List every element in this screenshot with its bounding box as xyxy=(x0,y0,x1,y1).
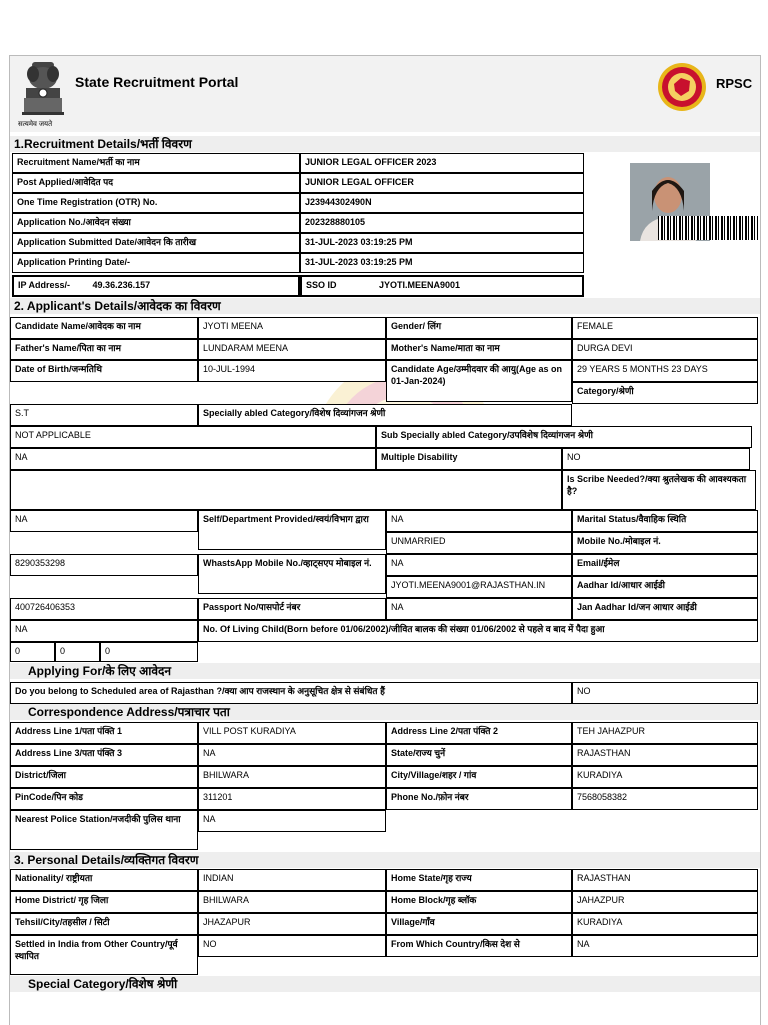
police-station-value: NA xyxy=(198,810,386,832)
phone-label: Phone No./फ़ोन नंबर xyxy=(386,788,572,810)
state-label: State/राज्य चुनें xyxy=(386,744,572,766)
category-label: Category/श्रेणी xyxy=(572,382,758,404)
email-label: Email/ईमेल xyxy=(572,554,758,576)
sso-id-value: JYOTI.MEENA9001 xyxy=(379,280,461,290)
address-section-title: Correspondence Address/पत्राचार पता xyxy=(10,704,760,720)
nationality-value: INDIAN xyxy=(198,869,386,891)
mobile-value: 8290353298 xyxy=(10,554,198,576)
home-state-label: Home State/गृह राज्य xyxy=(386,869,572,891)
ip-address-row xyxy=(12,275,300,297)
multiple-disability-value: NO xyxy=(562,448,750,470)
scribe-value: NA xyxy=(10,510,198,532)
sub-specially-abled-value: NA xyxy=(10,448,376,470)
mobile-label: Mobile No./मोबाइल नं. xyxy=(572,532,758,554)
post-applied-value: JUNIOR LEGAL OFFICER xyxy=(300,173,584,193)
passport-label: Passport No/पासपोर्ट नंबर xyxy=(198,598,386,620)
address-line1-label: Address Line 1/पता पंक्ति 1 xyxy=(10,722,198,744)
father-name-label: Father's Name/पिता का नाम xyxy=(10,339,198,360)
whatsapp-value: NA xyxy=(386,554,572,576)
post-applied-label: Post Applied/आवेदित पद xyxy=(12,173,300,193)
scheduled-area-value: NO xyxy=(572,682,758,704)
category-value: S.T xyxy=(10,404,198,426)
specially-abled-label: Specially abled Category/विशेष दिव्यांगजन श्रेणी xyxy=(198,404,572,426)
ashoka-emblem-icon xyxy=(18,58,68,126)
home-state-value: RAJASTHAN xyxy=(572,869,758,891)
special-category-title: Special Category/विशेष श्रेणी xyxy=(10,976,760,992)
child-count-2: 0 xyxy=(55,642,100,662)
ip-address-value: 49.36.236.157 xyxy=(92,280,151,290)
dob-label: Date of Birth/जन्मतिथि xyxy=(10,360,198,382)
child-count-1: 0 xyxy=(10,642,55,662)
age-value: 29 YEARS 5 MONTHS 23 DAYS xyxy=(572,360,758,382)
emblem-motto: सत्यमेव जयते xyxy=(18,121,53,128)
pincode-value: 311201 xyxy=(198,788,386,810)
photo-barcode xyxy=(658,216,758,240)
district-value: BHILWARA xyxy=(198,766,386,788)
nationality-label: Nationality/ राष्ट्रीयता xyxy=(10,869,198,891)
district-label: District/जिला xyxy=(10,766,198,788)
sso-row xyxy=(300,275,584,297)
marital-status-value: UNMARRIED xyxy=(386,532,572,554)
scribe-spacer xyxy=(10,470,562,510)
home-district-label: Home District/ गृह जिला xyxy=(10,891,198,913)
age-label: Candidate Age/उम्मीदवार की आयु(Age as on 01-Jan-2024) xyxy=(386,360,572,402)
city-value: KURADIYA xyxy=(572,766,758,788)
settled-value: NO xyxy=(198,935,386,957)
tehsil-label: Tehsil/City/तहसील / सिटी xyxy=(10,913,198,935)
pincode-label: PinCode/पिन कोड xyxy=(10,788,198,810)
home-block-value: JAHAZPUR xyxy=(572,891,758,913)
which-country-label: From Which Country/किस देश से xyxy=(386,935,572,957)
jan-aadhar-label: Jan Aadhar Id/जन आधार आईडी xyxy=(572,598,758,620)
home-district-value: BHILWARA xyxy=(198,891,386,913)
sso-id-label: SSO ID xyxy=(306,280,337,290)
gender-value: FEMALE xyxy=(572,317,758,339)
phone-value: 7568058382 xyxy=(572,788,758,810)
jan-aadhar-value: NA xyxy=(10,620,198,642)
candidate-name-value: JYOTI MEENA xyxy=(198,317,386,339)
rpsc-logo-icon xyxy=(657,60,707,114)
application-form xyxy=(9,55,761,1025)
submitted-date-label: Application Submitted Date/आवेदन कि तारीख xyxy=(12,233,300,253)
specially-abled-value: NOT APPLICABLE xyxy=(10,426,376,448)
recruitment-name-value: JUNIOR LEGAL OFFICER 2023 xyxy=(300,153,584,173)
gender-label: Gender/ लिंग xyxy=(386,317,572,339)
police-station-label: Nearest Police Station/नजदीकी पुलिस थाना xyxy=(10,810,198,850)
otr-value: J23944302490N xyxy=(300,193,584,213)
printing-date-value: 31-JUL-2023 03:19:25 PM xyxy=(300,253,584,273)
address-line3-label: Address Line 3/पता पंक्ति 3 xyxy=(10,744,198,766)
tehsil-value: JHAZAPUR xyxy=(198,913,386,935)
ip-address-label: IP Address/- xyxy=(18,280,71,290)
rpsc-label: RPSC xyxy=(716,76,753,91)
applicant-section-title: 2. Applicant's Details/आवेदक का विवरण xyxy=(10,298,760,314)
which-country-value: NA xyxy=(572,935,758,957)
passport-value: NA xyxy=(386,598,572,620)
portal-title: State Recruitment Portal xyxy=(75,74,239,90)
mother-name-label: Mother's Name/माता का नाम xyxy=(386,339,572,360)
living-child-label: No. Of Living Child(Born before 01/06/2002)/जीवित बालक की संख्या 01/06/2002 से पहले व बाद में पैदा हुआ xyxy=(198,620,758,642)
state-value: RAJASTHAN xyxy=(572,744,758,766)
printing-date-label: Application Printing Date/- xyxy=(12,253,300,273)
village-value: KURADIYA xyxy=(572,913,758,935)
settled-label: Settled in India from Other Country/पूर्व स्थापित xyxy=(10,935,198,975)
application-no-label: Application No./आवेदन संख्या xyxy=(12,213,300,233)
sub-specially-abled-label: Sub Specially abled Category/उपविशेष दिव्यांगजन श्रेणी xyxy=(376,426,752,448)
multiple-disability-label: Multiple Disability xyxy=(376,448,562,470)
scheduled-area-label: Do you belong to Scheduled area of Rajasthan ?/क्या आप राजस्थान के अनुसूचित क्षेत्र से संबंधित हैं xyxy=(10,682,572,704)
marital-status-label: Marital Status/वैवाहिक स्थिति xyxy=(572,510,758,532)
aadhar-value: 400726406353 xyxy=(10,598,198,620)
home-block-label: Home Block/गृह ब्लॉक xyxy=(386,891,572,913)
self-department-value: NA xyxy=(386,510,572,532)
address-line2-value: TEH JAHAZPUR xyxy=(572,722,758,744)
otr-label: One Time Registration (OTR) No. xyxy=(12,193,300,213)
child-count-3: 0 xyxy=(100,642,198,662)
personal-section-title: 3. Personal Details/व्यक्तिगत विवरण xyxy=(10,852,760,868)
village-label: Village/गाँव xyxy=(386,913,572,935)
mother-name-value: DURGA DEVI xyxy=(572,339,758,360)
aadhar-label: Aadhar Id/आधार आईडी xyxy=(572,576,758,598)
whatsapp-label: WhastsApp Mobile No./व्हाट्सएप मोबाइल नं. xyxy=(198,554,386,594)
candidate-name-label: Candidate Name/आवेदक का नाम xyxy=(10,317,198,339)
application-no-value: 202328880105 xyxy=(300,213,584,233)
city-label: City/Village/शहर / गांव xyxy=(386,766,572,788)
self-department-label: Self/Department Provided/स्वयं/विभाग द्वारा xyxy=(198,510,386,550)
address-line1-value: VILL POST KURADIYA xyxy=(198,722,386,744)
address-line3-value: NA xyxy=(198,744,386,766)
submitted-date-value: 31-JUL-2023 03:19:25 PM xyxy=(300,233,584,253)
dob-value: 10-JUL-1994 xyxy=(198,360,386,382)
father-name-value: LUNDARAM MEENA xyxy=(198,339,386,360)
email-value: JYOTI.MEENA9001@RAJASTHAN.IN xyxy=(386,576,572,598)
address-line2-label: Address Line 2/पता पंक्ति 2 xyxy=(386,722,572,744)
scribe-label: Is Scribe Needed?/क्या श्रुतलेखक की आवश्यकता है? xyxy=(562,470,756,510)
form-header xyxy=(10,56,760,132)
recruitment-section-title: 1.Recruitment Details/भर्ती विवरण xyxy=(10,136,760,152)
applying-for-title: Applying For/के लिए आवेदन xyxy=(10,663,760,679)
recruitment-name-label: Recruitment Name/भर्ती का नाम xyxy=(12,153,300,173)
